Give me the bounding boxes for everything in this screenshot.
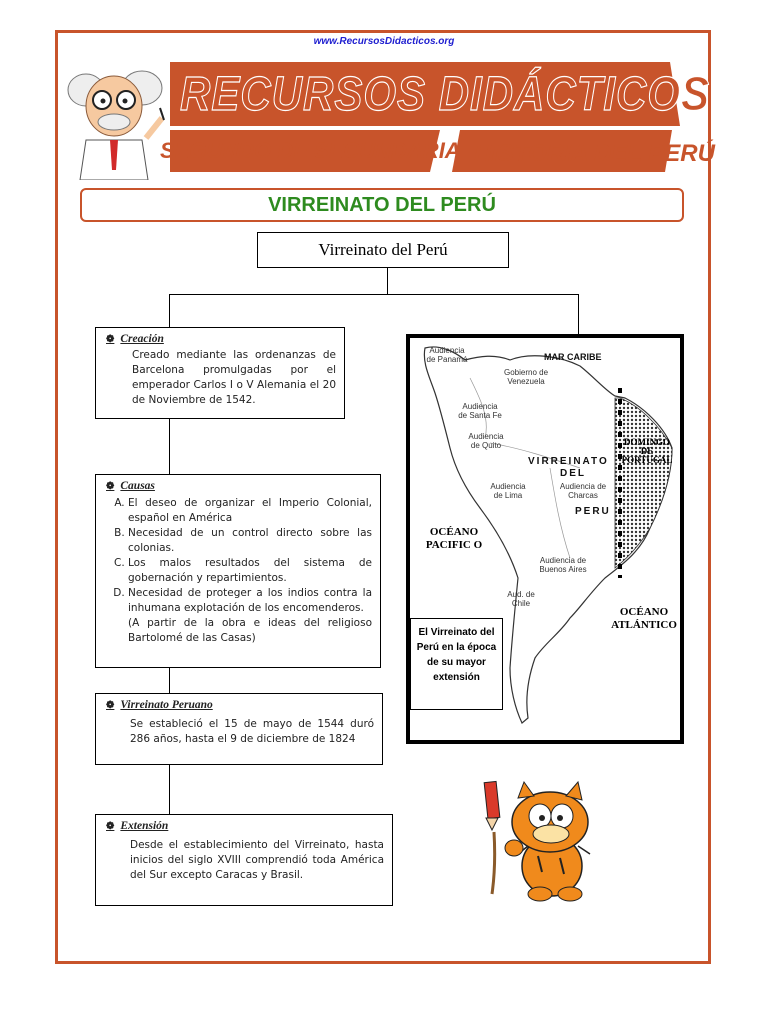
list-item: D. Necesidad de proteger a los indios contra la inhumana explotación de los encomenderos. <box>128 586 372 616</box>
map-label-panama: Audiencia de Panamá <box>426 346 468 364</box>
connector <box>169 764 170 814</box>
map-label-santafe: Audiencia de Santa Fe <box>458 402 502 420</box>
peruano-heading-text: Virreinato Peruano <box>120 699 213 711</box>
map-label-portugal: DOMINGO DE PORTUGAL <box>621 437 673 465</box>
map-label-caribe: MAR CARIBE <box>544 352 602 362</box>
map-label-lima: Audiencia de Lima <box>490 482 526 500</box>
peruano-box <box>95 693 383 765</box>
map-label-atlantico: OCÉANO ATLÁNTICO <box>611 606 677 631</box>
list-item: C. Los malos resultados del sistema de gobernación y repartimientos. <box>128 556 372 586</box>
extension-text: Desde el establecimiento del Virreinato, hasta inicios del siglo XVIII comprendió toda América del Sur excepto Caracas y Brasil. <box>130 839 384 881</box>
map-label-pacifico: OCÉANO PACIFIC O <box>425 526 483 551</box>
flower-bullet-icon: ❁ <box>106 333 115 345</box>
causas-box <box>95 474 381 668</box>
flower-bullet-icon: ❁ <box>106 480 115 492</box>
causas-heading <box>106 480 372 492</box>
map-label-venezuela: Gobierno de Venezuela <box>503 368 549 386</box>
causas-heading-text: Causas <box>120 480 155 492</box>
connector <box>169 667 170 693</box>
list-item: B. Necesidad de un control directo sobre las colonias. <box>128 526 372 556</box>
map-caption: El Virreinato del Perú en la época de su mayor extensión <box>410 618 503 710</box>
creacion-heading-text: Creación <box>120 333 164 345</box>
connector <box>578 294 579 334</box>
map-label-virreinato-1: VIRREINATO <box>528 456 609 467</box>
map-label-virreinato-2: DEL <box>560 468 586 479</box>
root-node: Virreinato del Perú <box>257 232 509 268</box>
grade-label: SEGUNDO DE SECUNDARIA <box>160 138 461 163</box>
subject-label: HISTORIA DEL PERÚ <box>474 140 715 167</box>
extension-heading-text: Extensión <box>120 820 169 832</box>
causas-list <box>106 496 372 616</box>
site-url[interactable]: www.RecursosDidacticos.org <box>313 36 455 47</box>
connector <box>169 294 170 327</box>
map-label-buenosaires: Audiencia de Buenos Aires <box>539 556 587 574</box>
peruano-heading <box>106 699 374 711</box>
cartoon-cat-icon <box>478 776 606 904</box>
topic-title: VIRREINATO DEL PERÚ <box>80 188 684 222</box>
flower-bullet-icon: ❁ <box>106 820 115 832</box>
connector <box>169 294 579 295</box>
map-label-chile: Aud. de Chile <box>507 590 535 608</box>
extension-box <box>95 814 393 906</box>
creacion-text: Creado mediante las ordenanzas de Barcelona promulgadas por el emperador Carlos I o V Alemania el 20 de Noviembre de 1542. <box>132 349 336 406</box>
connector <box>387 268 388 294</box>
extension-heading <box>106 820 384 832</box>
causas-note: (A partir de la obra e ideas del religioso Bartolomé de las Casas) <box>128 617 372 644</box>
creacion-box <box>95 327 345 419</box>
peruano-text: Se estableció el 15 de mayo de 1544 duró 286 años, hasta el 9 de diciembre de 1824 <box>130 718 374 745</box>
professor-mascot-icon <box>62 60 172 180</box>
list-item: A. El deseo de organizar el Imperio Colonial, español en América <box>128 496 372 526</box>
brand-title: RECURSOS DIDÁCTICOS <box>180 66 711 121</box>
creacion-heading <box>106 333 336 345</box>
map-label-charcas: Audiencia de Charcas <box>559 482 607 500</box>
map-label-quito: Audiencia de Quito <box>468 432 504 450</box>
flower-bullet-icon: ❁ <box>106 699 115 711</box>
map-label-virreinato-3: PERU <box>575 506 611 517</box>
connector <box>169 418 170 474</box>
